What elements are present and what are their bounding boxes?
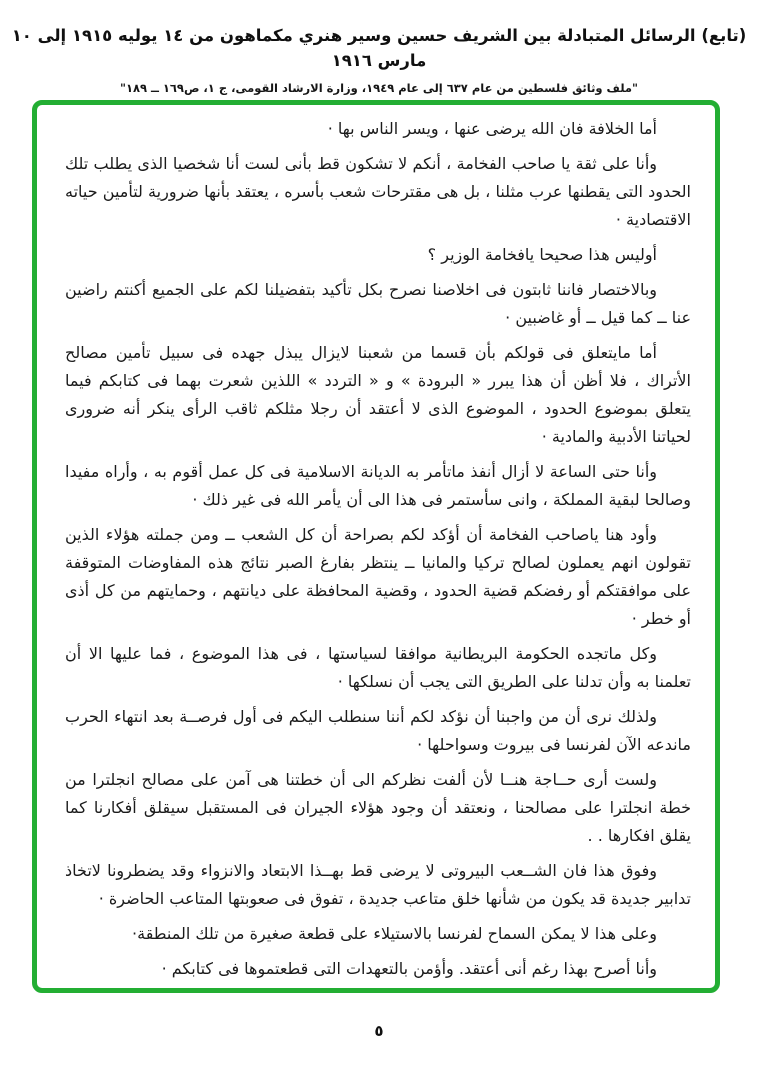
letter-paragraph: أما مايتعلق فى قولكم بأن قسما من شعبنا لايزال يبذل جهده فى سبيل تأمين مصالح الأتراك ، فلا أظن أن هذا يبرر « البرودة » و « التردد » اللذين شعرت بهما فى كتابكم فيما يتعلق بموضوع الحدود ، الموضوع الذى لا أعتقد أن رجلا مثلكم ثاقب الرأى ينكر أنه ضرورى لحياتنا الأدبية والمادية · bbox=[65, 343, 691, 446]
document-source-citation: "ملف وثائق فلسطين من عام ٦٣٧ إلى عام ١٩٤٩، وزارة الارشاد القومى، ج ١، ص١٦٩ ــ ١٨٩" bbox=[119, 80, 639, 95]
document-title: (تابع) الرسائل المتبادلة بين الشريف حسين وسير هنري مكماهون من ١٤ يوليه ١٩١٥ إلى ١٠ مارس ١٩١٦ bbox=[11, 26, 747, 70]
letter-paragraph: وكل ماتجده الحكومة البريطانية موافقا لسياستها ، فى هذا الموضوع ، فما عليها الا أن تعلمنا به وأن تدلنا على الطريق التى يجب أن نسلكها · bbox=[65, 644, 691, 691]
page-number: ٥ bbox=[374, 1022, 384, 1040]
letter-paragraph: وأنا على ثقة يا صاحب الفخامة ، أنكم لا تشكون قط بأنى لست أنا شخصيا الذى يطلب تلك الحدود التى يقطنها عرب مثلنا ، بل هى مقترحات شعب بأسره ، يعتقد بأنها ضرورية لتأمين حياته الاقتصادية · bbox=[65, 154, 691, 229]
page-header bbox=[0, 24, 758, 95]
letter-paragraph: ولست أرى حــاجة هنــا لأن ألفت نظركم الى أن خطتنا هى آمن على مصالح انجلترا من خطة انجلترا على مصالحنا ، ونعتقد أن وجود هؤلاء الجيران فى المستقبل سيقلق أفكارنا كما يقلق افكارها . . bbox=[65, 770, 691, 845]
letter-paragraph: وبالاختصار فاننا ثابتون فى اخلاصنا نصرح بكل تأكيد بتفضيلنا لكم على الجميع أكنتم راضين عنا ــ كما قيل ــ أو غاضبين · bbox=[65, 280, 691, 327]
letter-paragraph: أما الخلافة فان الله يرضى عنها ، ويسر الناس بها · bbox=[327, 119, 657, 138]
green-highlight-frame bbox=[32, 100, 720, 993]
letter-paragraph: وفوق هذا فان الشــعب البيروتى لا يرضى قط بهــذا الابتعاد والانزواء وقد يضطرونا لاتخاذ تدابير جديدة قد يكون من شأنها خلق متاعب جديدة ، تفوق فى صعوبتها المتاعب الحاضرة · bbox=[65, 861, 691, 908]
letter-paragraph: وأود هنا ياصاحب الفخامة أن أؤكد لكم بصراحة أن كل الشعب ــ ومن جملته هؤلاء الذين تقولون انهم يعملون لصالح تركيا والمانيا ــ ينتظر بفارغ الصبر نتائج هذه المفاوضات المتوقفة على موافقتكم أو رفضكم قضية الحدود ، وقضية المحافظة على ديانتهم ، وحمايتهم من كل أذى أو خطر · bbox=[65, 525, 691, 628]
letter-paragraph: ولذلك نرى أن من واجبنا أن نؤكد لكم أننا سنطلب اليكم فى أول فرصــة بعد انتهاء الحرب ماندعه الآن لفرنسا فى بيروت وسواحلها · bbox=[65, 707, 691, 754]
letter-paragraph bbox=[65, 990, 691, 993]
letter-paragraph: وأنا أصرح بهذا رغم أنى أعتقد. وأؤمن بالتعهدات التى قطعتموها فى كتابكم · bbox=[161, 959, 657, 978]
letter-paragraph: وعلى هذا لا يمكن السماح لفرنسا بالاستيلاء على قطعة صغيرة من تلك المنطقة· bbox=[132, 924, 657, 943]
letter-text bbox=[65, 115, 691, 993]
letter-paragraph: وأنا حتى الساعة لا أزال أنفذ ماتأمر به الديانة الاسلامية فى كل عمل أقوم به ، وأراه مفيدا وصالحا لبقية المملكة ، وانى سأستمر فى هذا الى أن يأمر الله فى غير ذلك · bbox=[65, 462, 691, 509]
letter-paragraph: أوليس هذا صحيحا يافخامة الوزير ؟ bbox=[427, 245, 657, 264]
